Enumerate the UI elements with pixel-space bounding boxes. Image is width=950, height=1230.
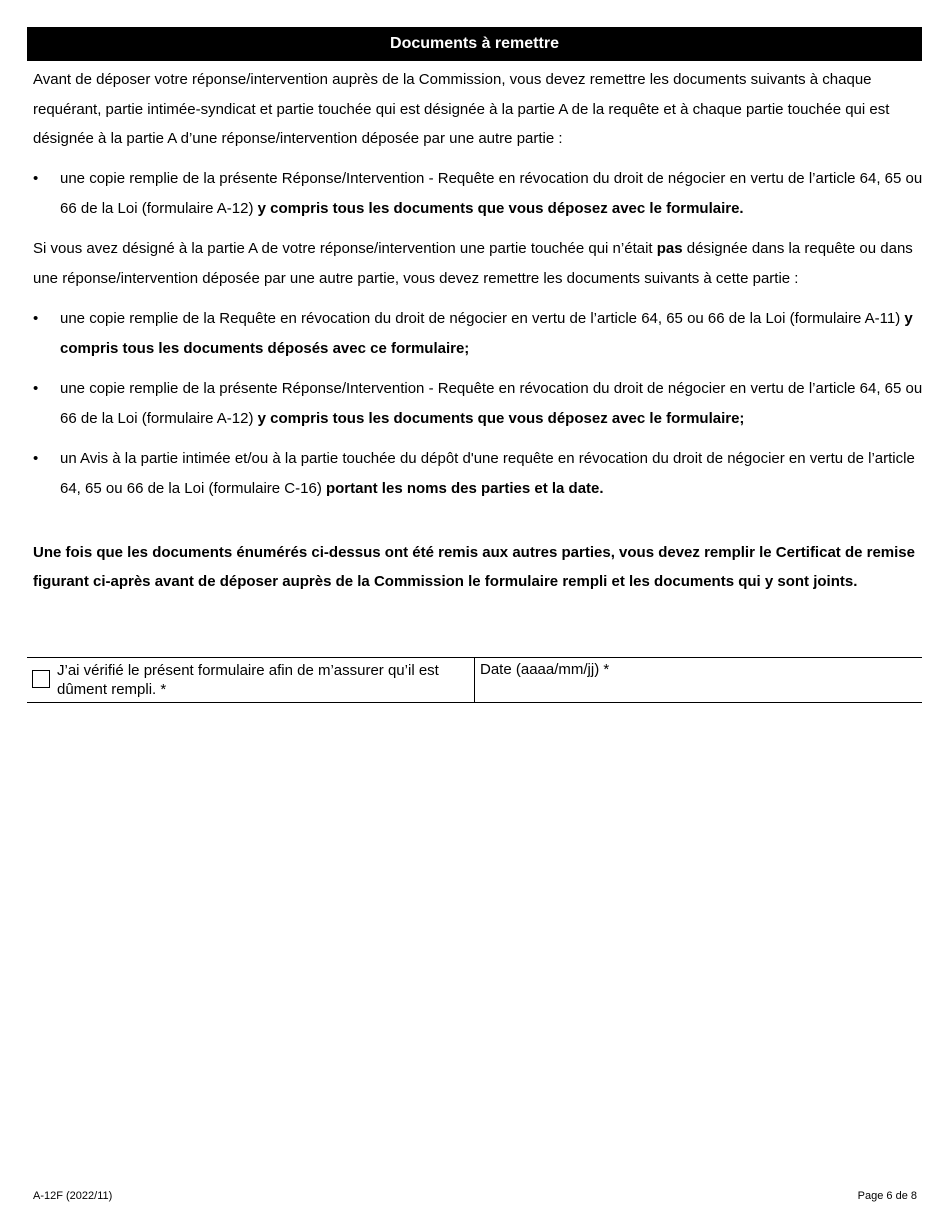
verification-cell bbox=[27, 658, 475, 702]
list-item bbox=[33, 444, 923, 503]
bullet-icon: • bbox=[33, 170, 39, 187]
date-field-label: Date (aaaa/mm/jj) * bbox=[480, 661, 610, 678]
intro-paragraph: Avant de déposer votre réponse/intervention auprès de la Commission, vous devez remettre les documents suivants à chaque requérant, partie intimée-syndicat et partie touchée qui est désignée à la partie A de la requête et à chaque partie touchée qui est désignée à la partie A d’une réponse/intervention déposée par une autre partie : bbox=[33, 71, 890, 147]
page-number: Page 6 de 8 bbox=[857, 1190, 917, 1202]
bullet-icon: • bbox=[33, 380, 39, 397]
final-note: Une fois que les documents énumérés ci-dessus ont été remis aux autres parties, vous devez remplir le Certificat de remise figurant ci-après avant de déposer auprès de la Commission le formulaire rempli et les documents qui y sont joints. bbox=[33, 544, 915, 590]
form-code: A-12F (2022/11) bbox=[33, 1190, 113, 1202]
verified-checkbox-label: J’ai vérifié le présent formulaire afin de m’assurer qu’il est dûment rempli. * bbox=[57, 662, 439, 698]
bullet-icon: • bbox=[33, 310, 39, 327]
list-item-text: un Avis à la partie intimée et/ou à la partie touchée du dépôt d'une requête en révocation du droit de négocier en vertu de l’article 64, 65 ou 66 de la Loi (formulaire C-16) portant les noms des parties et la date. bbox=[60, 450, 915, 497]
list-item bbox=[33, 304, 923, 363]
list-item-text: une copie remplie de la présente Réponse/Intervention - Requête en révocation du droit de négocier en vertu de l’article 64, 65 ou 66 de la Loi (formulaire A-12) y compris tous les documents que vous déposez avec le formulaire. bbox=[60, 170, 923, 217]
verified-checkbox[interactable] bbox=[32, 670, 50, 688]
date-field[interactable] bbox=[475, 658, 922, 702]
section-title: Documents à remettre bbox=[390, 35, 559, 52]
list-item-text: une copie remplie de la présente Réponse/Intervention - Requête en révocation du droit de négocier en vertu de l’article 64, 65 ou 66 de la Loi (formulaire A-12) y compris tous les documents que vous déposez avec le formulaire; bbox=[60, 380, 923, 427]
section-header bbox=[27, 27, 922, 61]
verification-row bbox=[27, 657, 922, 703]
list-item bbox=[33, 164, 923, 223]
second-paragraph: Si vous avez désigné à la partie A de votre réponse/intervention une partie touchée qui n’était pas désignée dans la requête ou dans une réponse/intervention déposée par une autre partie, vous devez remettre les documents suivants à cette partie : bbox=[33, 240, 913, 287]
list-item-text: une copie remplie de la Requête en révocation du droit de négocier en vertu de l’article 64, 65 ou 66 de la Loi (formulaire A-11) y compris tous les documents déposés avec ce formulaire; bbox=[60, 310, 913, 357]
list-item bbox=[33, 374, 923, 433]
bullet-icon: • bbox=[33, 450, 39, 467]
